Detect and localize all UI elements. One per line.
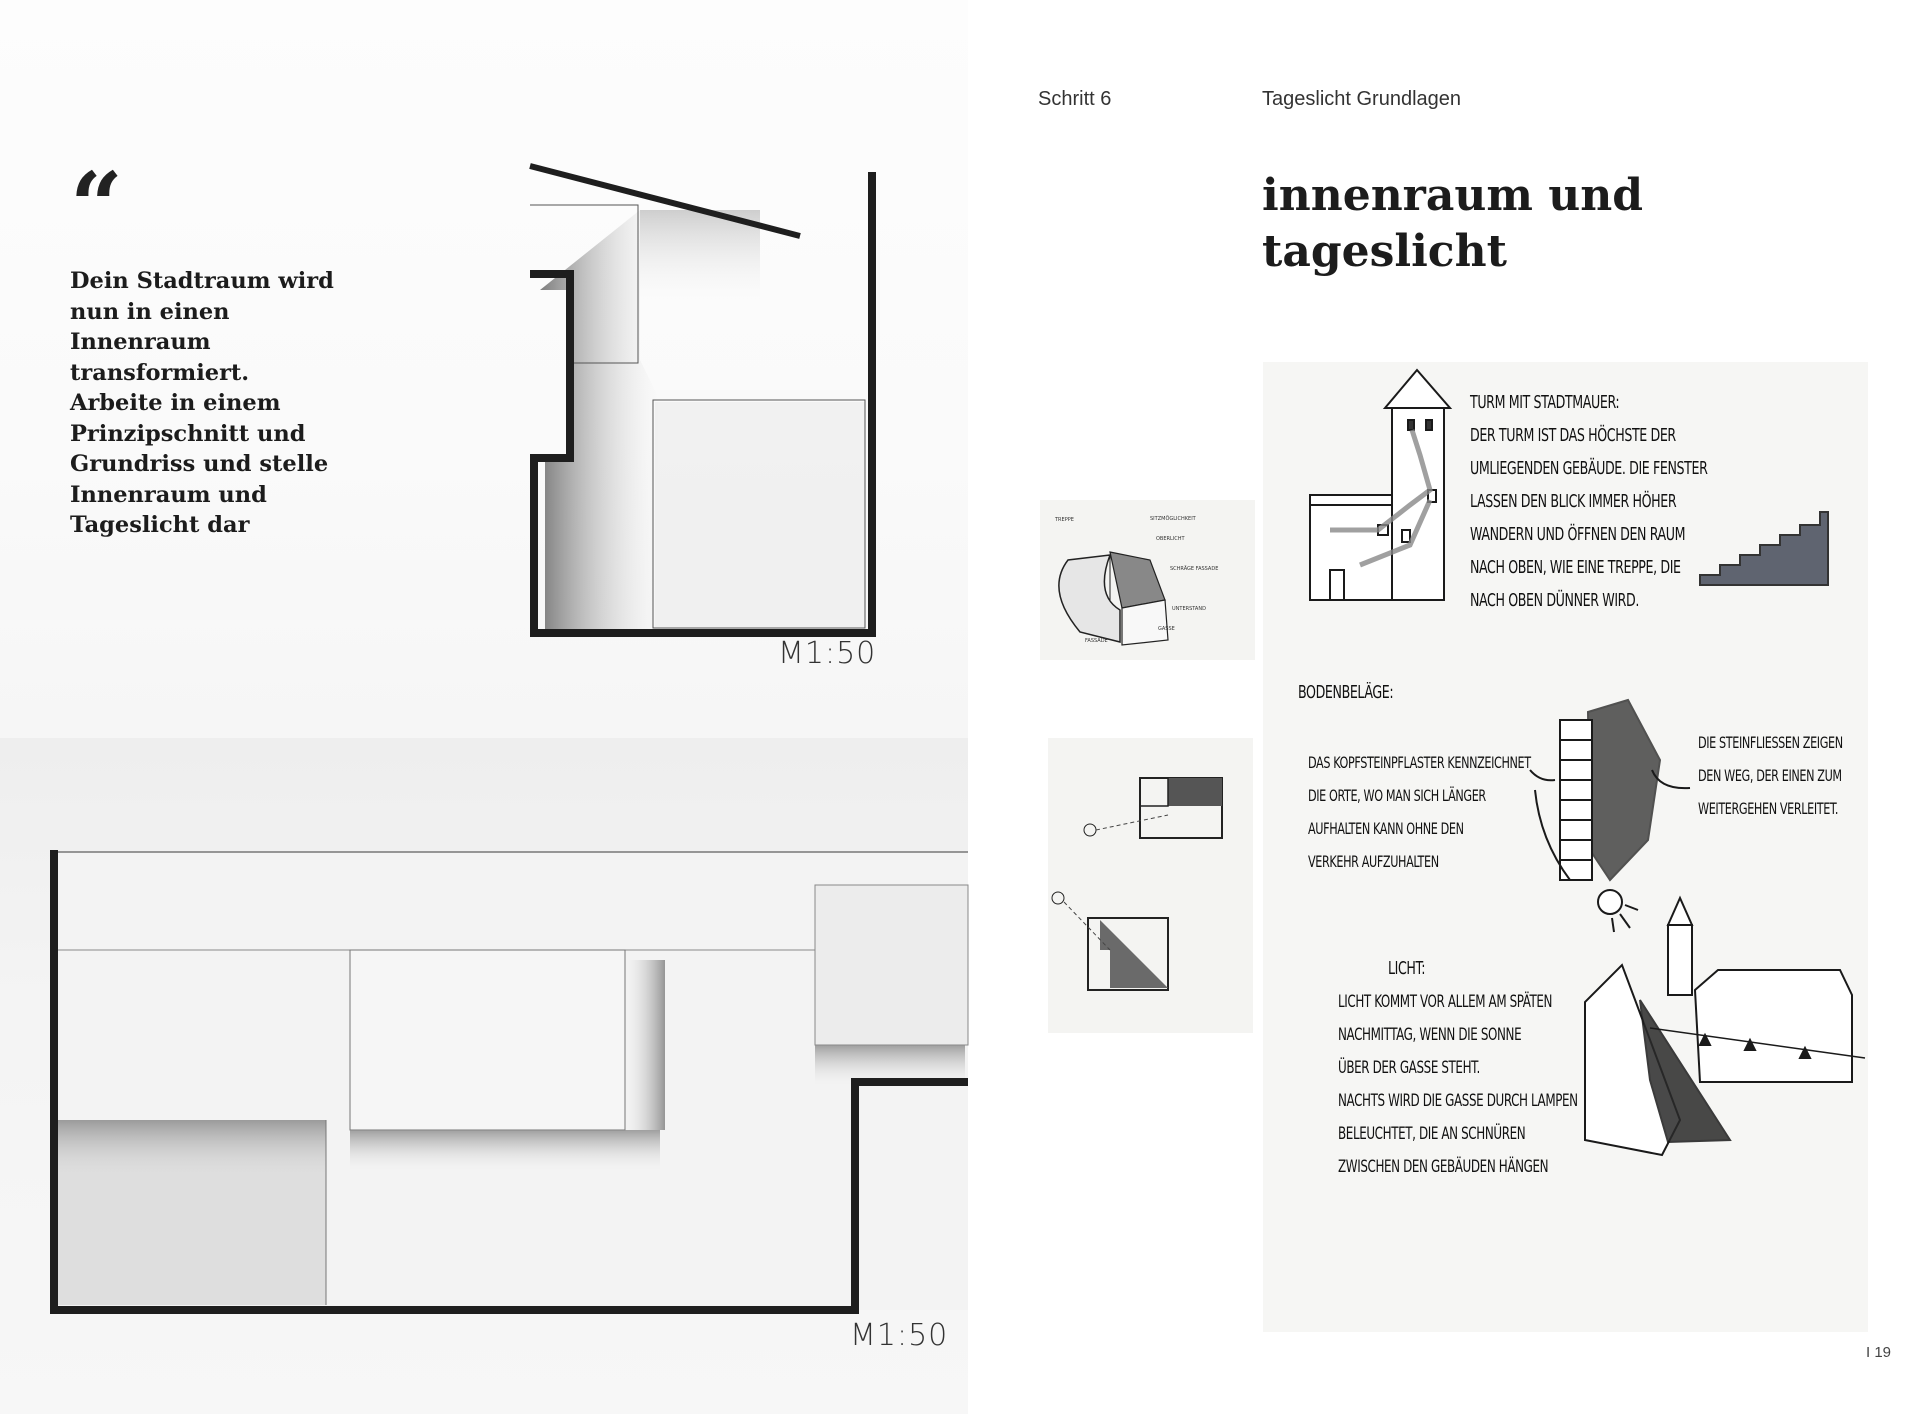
- small-sketch-labels: [1055, 510, 1125, 524]
- page-number: I 19: [1866, 1344, 1892, 1361]
- small-sketch-label: TREPPE: [1055, 517, 1074, 523]
- floor-note-left: DAS KOPFSTEINPFLASTER KENNZEICHNET DIE ORTE, WO MAN SICH LÄNGER AUFHALTEN KANN OHNE DEN VERKEHR AUFZUHALTEN: [1308, 753, 1531, 871]
- tower-note: TURM MIT STADTMAUER: DER TURM IST DAS HÖCHSTE DER UMLIEGENDEN GEBÄUDE. DIE FENSTER LASSEN DEN BLICK IMMER HÖHER WANDERN UND ÖFFNEN DEN RAUM NACH OBEN, WIE EINE TREPPE, DIE NACH OBEN DÜNNER WIRD.: [1470, 392, 1708, 611]
- small-sketch-label: OBERLICHT: [1156, 536, 1185, 542]
- small-sketch-bench: [1059, 552, 1168, 645]
- small-sketch-light-diagrams: [1052, 778, 1222, 990]
- light-note: LICHT KOMMT VOR ALLEM AM SPÄTEN NACHMITTAG, WENN DIE SONNE ÜBER DER GASSE STEHT. NACHTS WIRD DIE GASSE DURCH LAMPEN BELEUCHTET, DIE AN SCHNÜREN ZWISCHEN DEN GEBÄUDEN HÄNGEN: [1338, 992, 1578, 1177]
- quote-mark: “: [70, 152, 123, 260]
- quote-text: Dein Stadtraum wird nun in einen Innenraum transformiert. Arbeite in einem Prinzipschnitt und Grundriss und stelle Innenraum und Tageslicht dar: [70, 268, 334, 538]
- plan-drawing: [54, 850, 968, 1310]
- floor-heading: BODENBELÄGE:: [1298, 682, 1394, 703]
- title-line-2: tageslicht: [1262, 226, 1507, 277]
- section-drawing: [530, 166, 872, 633]
- small-sketch-label: SITZMÖGLICHKEIT: [1150, 516, 1196, 522]
- floor-note-right: DIE STEINFLIESSEN ZEIGEN DEN WEG, DER EINEN ZUM WEITERGEHEN VERLEITET.: [1698, 733, 1843, 818]
- section-scale-label: M1:50: [778, 636, 877, 671]
- small-sketch-label: FASSADE: [1085, 638, 1108, 644]
- small-sketch-label: UNTERSTAND: [1172, 606, 1206, 612]
- topic-label: Tageslicht Grundlagen: [1262, 88, 1462, 110]
- plan-scale-label: M1:50: [850, 1318, 949, 1353]
- light-heading: LICHT:: [1388, 958, 1426, 979]
- step-label: Schritt 6: [1038, 88, 1112, 110]
- small-sketch-label: GASSE: [1158, 626, 1175, 632]
- title-line-1: innenraum und: [1262, 170, 1643, 221]
- small-sketch-label: SCHRÄGE FASSADE: [1170, 566, 1219, 572]
